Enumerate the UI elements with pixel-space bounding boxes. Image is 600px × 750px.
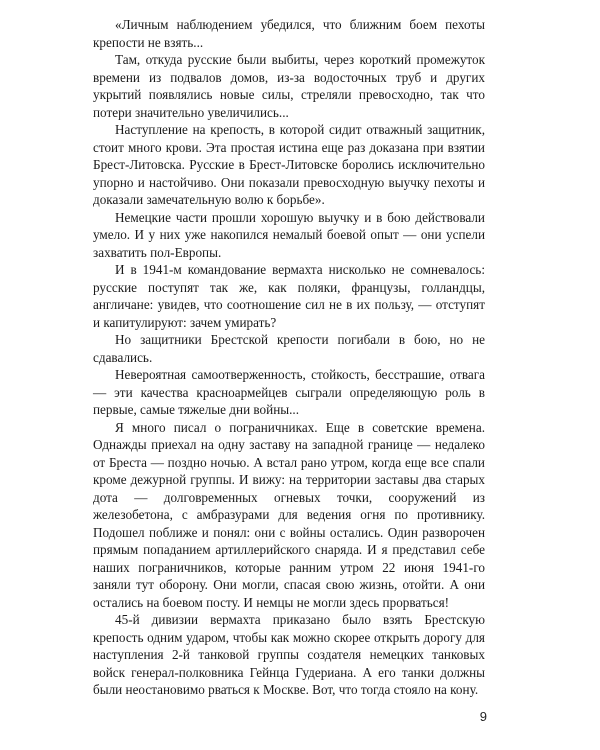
page-number: 9 bbox=[479, 709, 487, 724]
paragraph: Но защитники Брестской крепости погибали в бою, но не сдавались. bbox=[93, 332, 485, 365]
paragraph: Невероятная самоотверженность, стойкость, бесстрашие, отвага — эти качества красноармейцев сыграли определяющую роль в первые, самые тяжелые дни войны... bbox=[93, 367, 485, 417]
paragraph: Наступление на крепость, в которой сидит отважный защитник, стоит много крови. Эта простая истина еще раз доказана при взятии Брест-Литовска. Русские в Брест-Литовске боролись исключительно упорно и настойчиво. Они показали превосходную выучку пехоты и доказали замечательную волю к борьбе». bbox=[93, 122, 485, 207]
paragraph: И в 1941-м командование вермахта нисколько не сомневалось: русские поступят так же, как поляки, французы, голландцы, англичане: увидев, что соотношение сил не в их пользу, — отступят и капитулируют: зачем умирать? bbox=[93, 262, 485, 330]
paragraph: Немецкие части прошли хорошую выучку и в бою действовали умело. И у них уже накопился немалый боевой опыт — они успели захватить пол-Европы. bbox=[93, 209, 485, 260]
paragraph: 45-й дивизии вермахта приказано было взять Брестскую крепость одним ударом, чтобы как можно скорее открыть дорогу для наступления 2-й танковой группы создателя немецких танковых войск генерал-полковника Гейнца Гудериана. А его танки должны были неостановимо рваться к Москве. Вот, что тогда стояло на кону. bbox=[93, 612, 485, 697]
paragraph: «Личным наблюдением убедился, что ближним боем пехоты крепости не взять... bbox=[93, 17, 485, 50]
body-text bbox=[93, 16, 485, 699]
paragraph: Я много писал о пограничниках. Еще в советские времена. Однажды приехал на одну заставу на западной границе — недалеко от Бреста — поздно ночью. А встал рано утром, когда еще все спали кроме дежурной группы. И вижу: на территории заставы два старых дота — долговременных огневых точки, сооружений из железобетона, с амбразурами для ведения огня по противнику. Подошел поближе и понял: они с войны остались. Один разворочен прямым попаданием артиллерийского снаряда. И я представил себе наших пограничников, которые ранним утром 22 июня 1941-го заняли тут оборону. Они могли, спасая свою жизнь, отойти. А они остались на боевом посту. И немцы не могли здесь прорваться! bbox=[93, 419, 485, 610]
paragraph: Там, откуда русские были выбиты, через короткий промежуток времени из подвалов домов, из-за водосточных труб и других укрытий появлялись новые силы, стреляли превосходно, так что потери значительно увеличились... bbox=[93, 52, 485, 120]
